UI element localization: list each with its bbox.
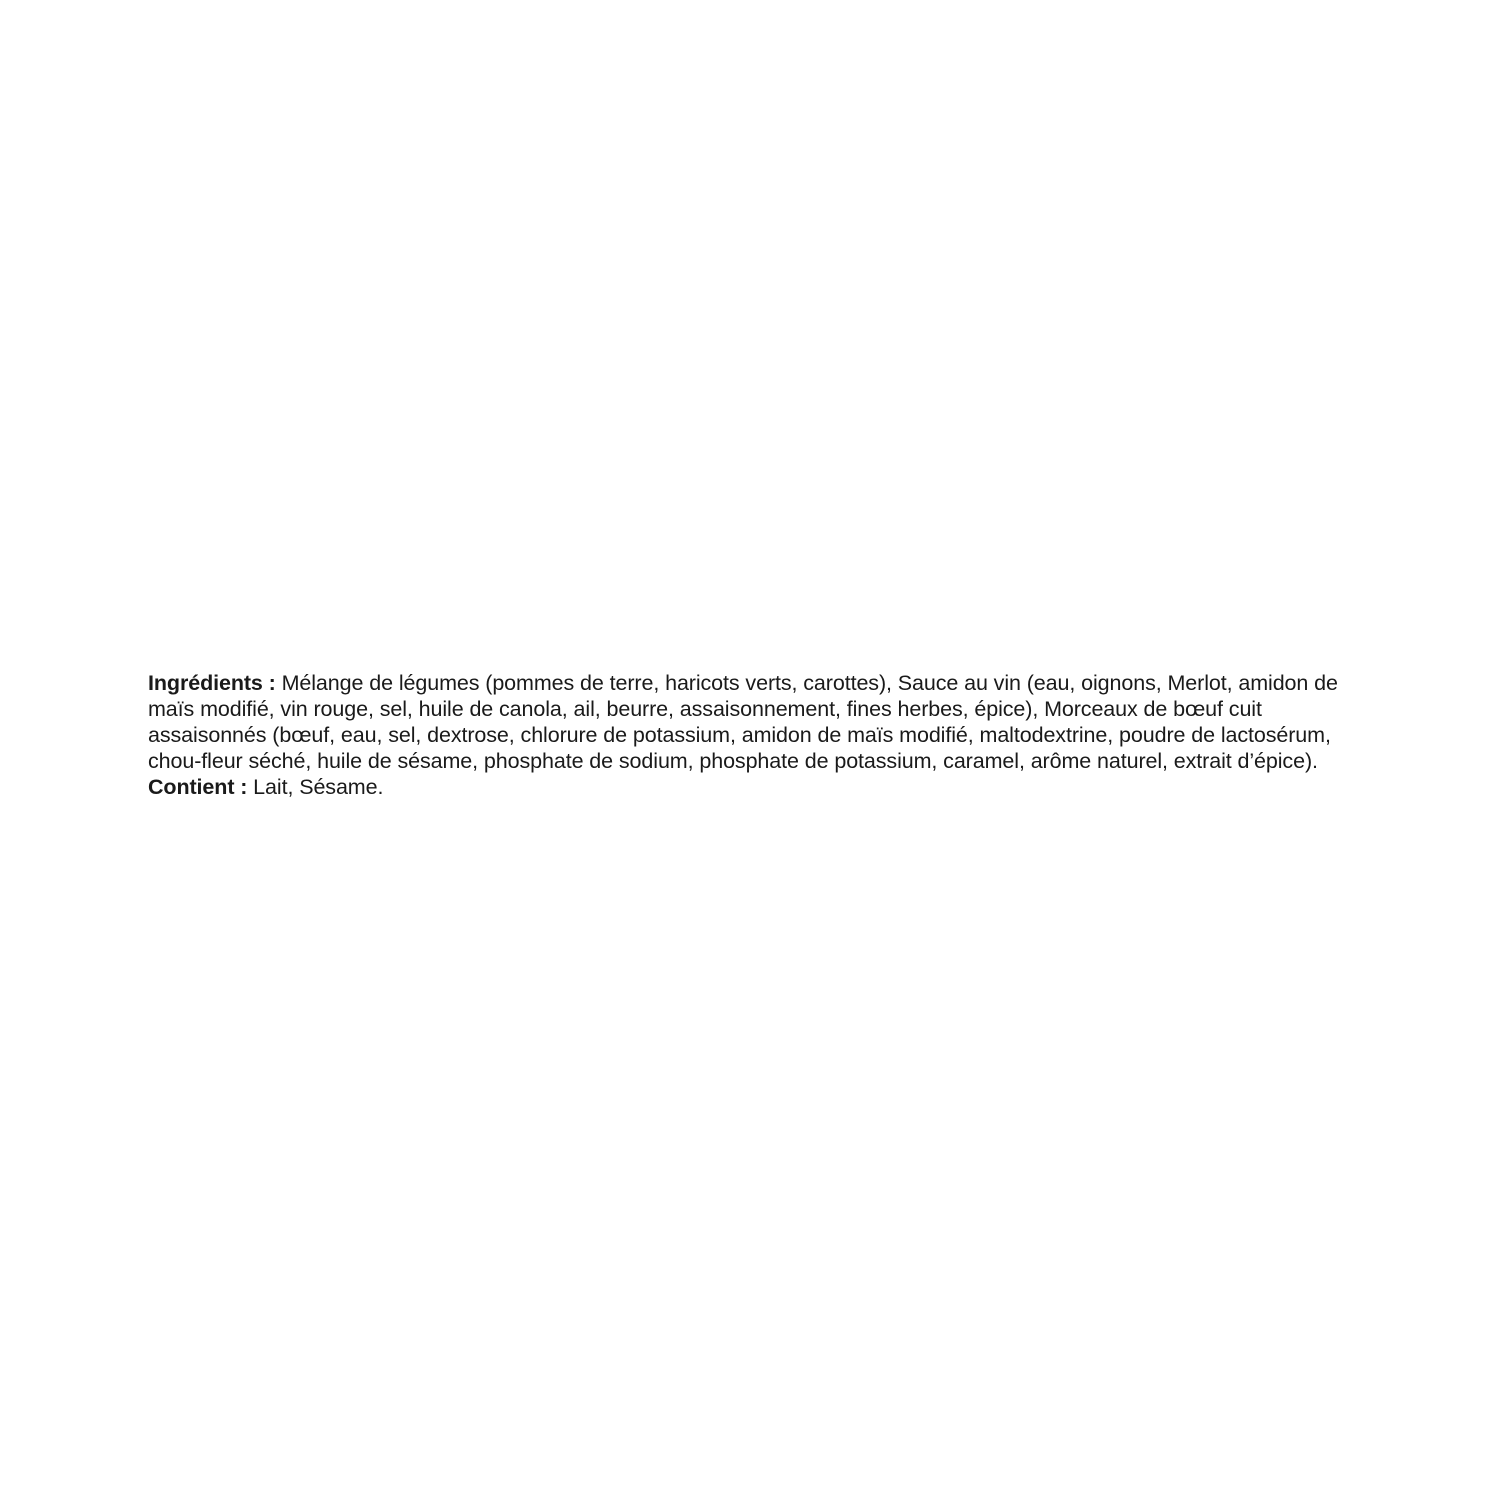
allergens-list: Lait, Sésame. <box>247 775 384 799</box>
ingredients-list: Mélange de légumes (pommes de terre, haricots verts, carottes), Sauce au vin (eau, oignons, Merlot, amidon de maïs modifié, vin rouge, sel, huile de canola, ail, beurre, assaisonnement, fines herbes, épice), Morceaux de bœuf cuit assaisonnés (bœuf, eau, sel, dextrose, chlorure de potassium, amidon de maïs modifié, maltodextrine, poudre de lactosérum, chou-fleur séché, huile de sésame, phosphate de sodium, phosphate de potassium, caramel, arôme naturel, extrait d’épice). <box>148 671 1338 773</box>
allergens-heading: Contient : <box>148 775 248 799</box>
ingredients-heading: Ingrédients : <box>148 671 276 695</box>
ingredients-paragraph <box>148 670 1358 774</box>
allergens-paragraph <box>148 774 1358 800</box>
ingredients-label <box>148 670 1358 800</box>
